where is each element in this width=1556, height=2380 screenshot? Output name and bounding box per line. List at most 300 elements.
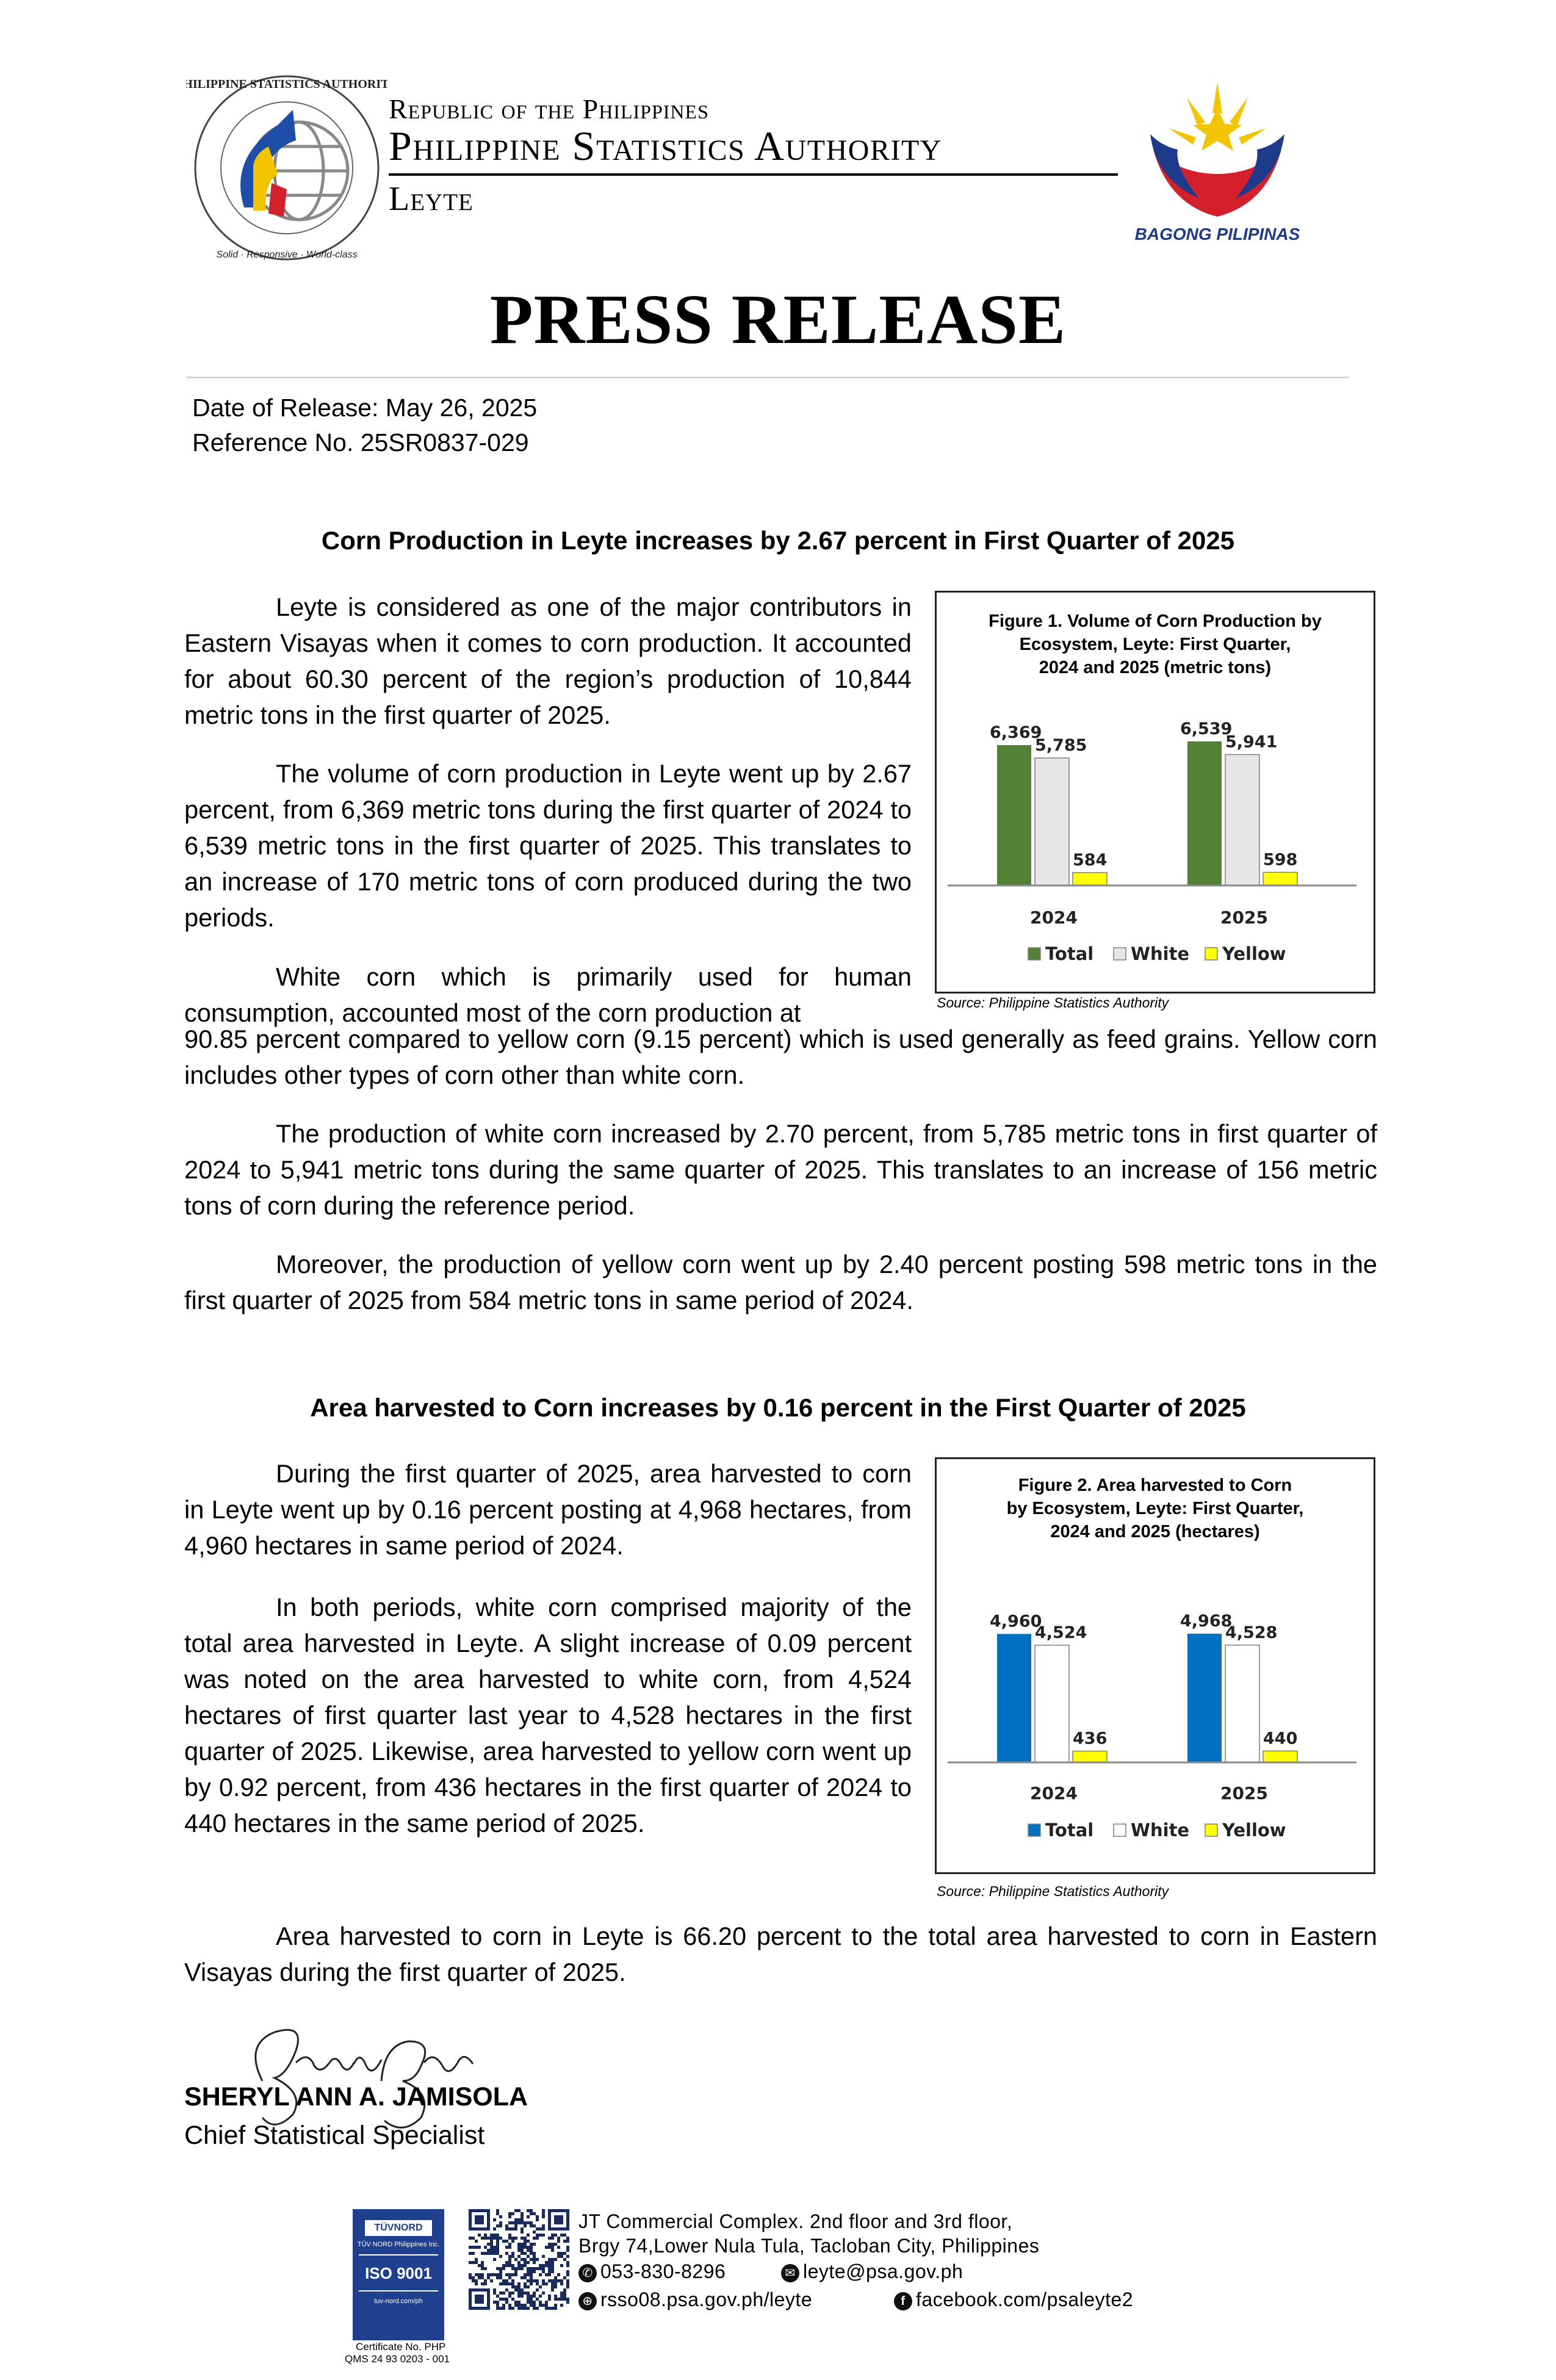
qr-module <box>493 2292 496 2295</box>
qr-module <box>563 2258 566 2261</box>
footer-phone <box>578 2260 726 2283</box>
qr-module <box>530 2246 533 2249</box>
qr-module <box>487 2249 490 2252</box>
qr-module <box>530 2221 533 2224</box>
qr-module <box>520 2221 524 2224</box>
qr-module <box>566 2298 569 2301</box>
header-republic: Republic of the Philippines <box>389 93 709 124</box>
qr-module <box>566 2240 569 2243</box>
figure-2-category-2024: 2024 <box>1030 1783 1078 1803</box>
footer-address-line-2: Brgy 74,Lower Nula Tula, Tacloban City, Philippines <box>578 2235 1040 2257</box>
qr-module <box>542 2270 545 2273</box>
qr-module <box>484 2234 487 2237</box>
certificate-line-2: QMS 24 93 0203 - 001 <box>345 2353 450 2365</box>
qr-module <box>530 2279 533 2282</box>
figure-2-bar-white-2025 <box>1225 1645 1259 1762</box>
tuvnord-company: TÜV NORD Philippines Inc. <box>357 2241 440 2248</box>
qr-module <box>563 2298 566 2301</box>
qr-module <box>511 2237 514 2240</box>
qr-module <box>533 2255 536 2258</box>
section1-paragraph-5: Moreover, the production of yellow corn went up by 2.40 percent posting 598 metric tons in the first quarter of 2025 from 584 metric tons in same period of 2024. <box>184 1250 1377 1314</box>
qr-module <box>517 2246 520 2249</box>
figure-1-label-total-2024: 6,369 <box>990 723 1042 743</box>
qr-finder-core <box>554 2215 563 2224</box>
figure-1-title-line-1: Figure 1. Volume of Corn Production by <box>989 611 1322 631</box>
qr-module <box>508 2221 511 2224</box>
qr-module <box>490 2252 493 2255</box>
qr-module <box>560 2279 563 2282</box>
qr-module <box>508 2273 511 2276</box>
qr-module <box>475 2240 478 2243</box>
qr-module <box>539 2234 542 2237</box>
qr-module <box>484 2282 487 2285</box>
qr-module <box>551 2267 554 2270</box>
section1-paragraph-2: The volume of corn production in Leyte went up by 2.67 percent, from 6,369 metric tons during the first quarter of 2024 to 6,539 metric tons in the first quarter of 2025. This translates to an increase of 170 metric tons of corn produced during the two periods. <box>184 759 912 932</box>
qr-module <box>527 2292 530 2295</box>
release-date: Date of Release: May 26, 2025 <box>192 394 538 422</box>
qr-module <box>524 2292 527 2295</box>
qr-module <box>560 2252 563 2255</box>
qr-module <box>505 2301 508 2304</box>
qr-module <box>533 2258 536 2261</box>
qr-module <box>530 2258 533 2261</box>
qr-module <box>563 2240 566 2243</box>
figure-1-title-line-3: 2024 and 2025 (metric tons) <box>1039 658 1272 677</box>
qr-module <box>520 2264 524 2267</box>
qr-module <box>502 2292 505 2295</box>
qr-module <box>533 2212 536 2215</box>
qr-module <box>566 2282 569 2285</box>
qr-module <box>530 2301 533 2304</box>
qr-module <box>560 2304 563 2307</box>
qr-module <box>493 2273 496 2276</box>
figure-1-source: Source: Philippine Statistics Authority <box>937 995 1169 1011</box>
iso-certification-badge <box>353 2209 444 2340</box>
qr-module <box>514 2267 517 2270</box>
qr-module <box>499 2273 502 2276</box>
qr-module <box>496 2273 499 2276</box>
section1-paragraph-3a: White corn which is primarily used for human consumption, accounted most of the corn production at <box>184 962 912 1027</box>
qr-module <box>517 2304 520 2307</box>
qr-module <box>472 2279 475 2282</box>
qr-module <box>524 2237 527 2240</box>
figure-2-bar-total-2024 <box>997 1634 1031 1762</box>
qr-module <box>536 2258 539 2261</box>
qr-finder-core <box>475 2295 484 2304</box>
qr-module <box>520 2258 524 2261</box>
qr-module <box>475 2258 478 2261</box>
qr-module <box>505 2261 508 2264</box>
qr-module <box>542 2215 545 2218</box>
qr-module <box>530 2249 533 2252</box>
qr-module <box>478 2273 481 2276</box>
figure-2-title-line-1: Figure 2. Area harvested to Corn <box>1018 1476 1292 1495</box>
iso-divider-2 <box>359 2290 438 2292</box>
qr-module <box>542 2304 545 2307</box>
qr-module <box>508 2246 511 2249</box>
qr-module <box>524 2282 527 2285</box>
qr-module <box>502 2307 505 2310</box>
qr-module <box>496 2304 499 2307</box>
qr-module <box>514 2227 517 2230</box>
qr-module <box>508 2227 511 2230</box>
qr-module <box>517 2264 520 2267</box>
qr-module <box>551 2282 554 2285</box>
qr-module <box>499 2255 502 2258</box>
qr-module <box>527 2249 530 2252</box>
figure-2-title-line-2: by Ecosystem, Leyte: First Quarter, <box>1006 1499 1304 1518</box>
qr-module <box>511 2292 514 2295</box>
qr-module <box>539 2273 542 2276</box>
qr-module <box>566 2246 569 2249</box>
qr-module <box>505 2288 508 2292</box>
qr-module <box>545 2304 548 2307</box>
qr-module <box>490 2237 493 2240</box>
footer-facebook <box>894 2288 1133 2311</box>
figure-1-bar-yellow-2025 <box>1263 872 1297 885</box>
qr-module <box>557 2237 560 2240</box>
qr-module <box>490 2240 493 2243</box>
qr-module <box>508 2258 511 2261</box>
phone-number: 053-830-8296 <box>600 2260 726 2282</box>
section2-paragraph-1: During the first quarter of 2025, area harvested to corn in Leyte went up by 0.16 percent posting at 4,968 hectares, from 4,960 hectares in same period of 2024. <box>184 1459 912 1560</box>
figure-1-label-white-2024: 5,785 <box>1035 736 1087 755</box>
qr-module <box>527 2234 530 2237</box>
qr-module <box>545 2246 548 2249</box>
qr-module <box>563 2288 566 2292</box>
figure-1-title-line-2: Ecosystem, Leyte: First Quarter, <box>1019 635 1291 654</box>
qr-module <box>505 2273 508 2276</box>
qr-module <box>566 2273 569 2276</box>
psa-seal-motto: Solid · Responsive · World-class <box>216 250 358 260</box>
qr-module <box>520 2288 524 2292</box>
qr-module <box>475 2246 478 2249</box>
qr-module <box>475 2273 478 2276</box>
qr-module <box>511 2227 514 2230</box>
certificate-line-1: Certificate No. PHP <box>356 2341 446 2353</box>
qr-module <box>517 2255 520 2258</box>
qr-module <box>484 2237 487 2240</box>
qr-module <box>530 2212 533 2215</box>
qr-module <box>511 2285 514 2288</box>
qr-module <box>554 2276 557 2279</box>
qr-module <box>508 2276 511 2279</box>
qr-module <box>496 2212 499 2215</box>
qr-module <box>554 2304 557 2307</box>
qr-module <box>548 2261 551 2264</box>
figure-1-category-2025: 2025 <box>1220 907 1268 928</box>
qr-module <box>517 2261 520 2264</box>
qr-module <box>533 2252 536 2255</box>
qr-module <box>557 2279 560 2282</box>
qr-module <box>496 2301 499 2304</box>
website-link[interactable]: rsso08.psa.gov.ph/leyte <box>600 2288 813 2310</box>
qr-module <box>548 2264 551 2267</box>
qr-module <box>505 2298 508 2301</box>
qr-module <box>490 2273 493 2276</box>
qr-module <box>511 2279 514 2282</box>
qr-module <box>524 2276 527 2279</box>
qr-module <box>484 2267 487 2270</box>
footer-email <box>781 2260 963 2283</box>
qr-module <box>502 2279 505 2282</box>
qr-module <box>566 2285 569 2288</box>
tuvnord-site: tuv-nord.com/ph <box>374 2298 423 2305</box>
qr-module <box>536 2282 539 2285</box>
qr-module <box>533 2304 536 2307</box>
qr-module <box>560 2298 563 2301</box>
qr-module <box>517 2282 520 2285</box>
qr-module <box>487 2252 490 2255</box>
qr-module <box>478 2246 481 2249</box>
bagong-pilipinas-label: BAGONG PILIPINAS <box>1134 225 1300 243</box>
qr-module <box>548 2237 551 2240</box>
figure-2-bar-white-2024 <box>1035 1645 1069 1762</box>
email-icon: ✉ <box>781 2264 799 2282</box>
figure-2-legend-swatch-total <box>1028 1824 1040 1836</box>
qr-module <box>511 2282 514 2285</box>
qr-module <box>472 2246 475 2249</box>
qr-module <box>548 2258 551 2261</box>
qr-module <box>542 2255 545 2258</box>
figure-2-legend-total: Total <box>1045 1820 1094 1841</box>
section2-heading: Area harvested to Corn increases by 0.16 percent in the First Quarter of 2025 <box>310 1393 1246 1422</box>
section2-paragraph-3: Area harvested to corn in Leyte is 66.20 percent to the total area harvested to corn in Eastern Visayas during the first quarter of 2025. <box>184 1922 1377 1986</box>
qr-module <box>520 2218 524 2221</box>
qr-module <box>505 2224 508 2227</box>
header-agency: Philippine Statistics Authority <box>389 123 942 169</box>
qr-module <box>520 2307 524 2310</box>
qr-module <box>520 2212 524 2215</box>
qr-module <box>530 2224 533 2227</box>
qr-module <box>524 2258 527 2261</box>
facebook-link[interactable]: facebook.com/psaleyte2 <box>916 2288 1134 2310</box>
qr-module <box>554 2307 557 2310</box>
qr-module <box>560 2295 563 2298</box>
qr-module <box>554 2258 557 2261</box>
qr-module <box>511 2298 514 2301</box>
qr-module <box>508 2261 511 2264</box>
qr-module <box>551 2246 554 2249</box>
qr-module <box>499 2307 502 2310</box>
qr-module <box>566 2301 569 2304</box>
figure-1-legend-white: White <box>1131 943 1190 964</box>
figure-2-label-white-2024: 4,524 <box>1035 1623 1087 1642</box>
qr-module <box>505 2282 508 2285</box>
figure-1-label-total-2025: 6,539 <box>1180 719 1233 738</box>
title-divider <box>186 377 1349 378</box>
qr-module <box>527 2209 530 2212</box>
qr-module <box>487 2273 490 2276</box>
section1-heading: Corn Production in Leyte increases by 2.67 percent in First Quarter of 2025 <box>321 526 1235 555</box>
qr-module <box>533 2279 536 2282</box>
qr-module <box>542 2279 545 2282</box>
qr-module <box>514 2304 517 2307</box>
qr-module <box>542 2227 545 2230</box>
figure-2-label-yellow-2024: 436 <box>1073 1729 1108 1748</box>
qr-module <box>551 2258 554 2261</box>
qr-module <box>548 2298 551 2301</box>
qr-module <box>524 2243 527 2246</box>
qr-module <box>539 2301 542 2304</box>
qr-module <box>545 2264 548 2267</box>
qr-module <box>487 2276 490 2279</box>
qr-module <box>520 2267 524 2270</box>
qr-module <box>566 2261 569 2264</box>
qr-module <box>548 2307 551 2310</box>
qr-module <box>542 2282 545 2285</box>
qr-module <box>505 2252 508 2255</box>
qr-module <box>557 2246 560 2249</box>
qr-module <box>551 2249 554 2252</box>
figure-2-bar-yellow-2024 <box>1073 1751 1107 1762</box>
qr-module <box>533 2307 536 2310</box>
qr-module <box>542 2292 545 2295</box>
qr-module <box>520 2252 524 2255</box>
qr-module <box>514 2270 517 2273</box>
figure-1-legend-swatch-yellow <box>1205 948 1217 960</box>
qr-module <box>499 2282 502 2285</box>
qr-module <box>527 2267 530 2270</box>
facebook-icon: f <box>894 2292 912 2310</box>
qr-module <box>517 2301 520 2304</box>
qr-module <box>560 2292 563 2295</box>
qr-module <box>530 2243 533 2246</box>
qr-module <box>499 2270 502 2273</box>
qr-module <box>496 2240 499 2243</box>
qr-module <box>511 2212 514 2215</box>
section2-column-text <box>184 1455 912 1841</box>
qr-code[interactable] <box>469 2209 569 2310</box>
qr-module <box>469 2276 472 2279</box>
qr-module <box>493 2249 496 2252</box>
qr-module <box>496 2246 499 2249</box>
qr-module <box>533 2267 536 2270</box>
figure-2-category-2025: 2025 <box>1220 1783 1268 1803</box>
qr-module <box>517 2221 520 2224</box>
qr-module <box>551 2243 554 2246</box>
qr-module <box>524 2261 527 2264</box>
qr-module <box>545 2261 548 2264</box>
qr-module <box>524 2264 527 2267</box>
qr-module <box>520 2243 524 2246</box>
figure-2-source: Source: Philippine Statistics Authority <box>937 1883 1169 1899</box>
figure-2-label-total-2025: 4,968 <box>1180 1612 1233 1631</box>
qr-module <box>487 2243 490 2246</box>
qr-module <box>563 2295 566 2298</box>
qr-module <box>493 2234 496 2237</box>
qr-module <box>533 2270 536 2273</box>
qr-module <box>481 2276 484 2279</box>
qr-module <box>530 2276 533 2279</box>
qr-module <box>517 2285 520 2288</box>
qr-module <box>499 2237 502 2240</box>
figure-1-legend-swatch-total <box>1028 948 1040 960</box>
qr-module <box>508 2282 511 2285</box>
figure-1-label-yellow-2024: 584 <box>1073 850 1108 870</box>
qr-module <box>514 2301 517 2304</box>
qr-module <box>560 2255 563 2258</box>
qr-module <box>520 2276 524 2279</box>
qr-module <box>542 2234 545 2237</box>
qr-module <box>548 2279 551 2282</box>
qr-module <box>542 2212 545 2215</box>
qr-module <box>557 2273 560 2276</box>
qr-module <box>563 2292 566 2295</box>
qr-module <box>527 2295 530 2298</box>
qr-module <box>557 2252 560 2255</box>
figure-1-category-2024: 2024 <box>1030 907 1078 928</box>
qr-module <box>536 2227 539 2230</box>
qr-module <box>539 2264 542 2267</box>
qr-module <box>499 2298 502 2301</box>
qr-module <box>536 2267 539 2270</box>
qr-module <box>545 2307 548 2310</box>
qr-module <box>511 2273 514 2276</box>
qr-module <box>554 2285 557 2288</box>
qr-module <box>499 2224 502 2227</box>
qr-module <box>539 2304 542 2307</box>
qr-module <box>478 2276 481 2279</box>
qr-module <box>536 2298 539 2301</box>
qr-module <box>551 2270 554 2273</box>
qr-module <box>478 2234 481 2237</box>
qr-module <box>536 2218 539 2221</box>
qr-module <box>493 2258 496 2261</box>
qr-module <box>557 2255 560 2258</box>
iso-divider <box>359 2254 438 2256</box>
qr-module <box>542 2267 545 2270</box>
qr-module <box>508 2307 511 2310</box>
qr-module <box>502 2298 505 2301</box>
qr-module <box>517 2295 520 2298</box>
qr-module <box>514 2218 517 2221</box>
qr-module <box>524 2273 527 2276</box>
section1-paragraph-1: Leyte is considered as one of the major contributors in Eastern Visayas when it comes to corn production. It accounted for about 60.30 percent of the region’s production of 10,844 metric tons in the first quarter of 2025. <box>184 593 912 729</box>
qr-module <box>527 2279 530 2282</box>
email-address[interactable]: leyte@psa.gov.ph <box>803 2260 963 2282</box>
qr-module <box>533 2243 536 2246</box>
qr-module <box>514 2288 517 2292</box>
qr-module <box>493 2237 496 2240</box>
qr-module <box>551 2279 554 2282</box>
tuvnord-brand: TÜVNORD <box>365 2220 432 2236</box>
qr-module <box>469 2237 472 2240</box>
qr-module <box>511 2264 514 2267</box>
qr-module <box>520 2237 524 2240</box>
qr-module <box>539 2295 542 2298</box>
qr-module <box>490 2243 493 2246</box>
figure-2-bar-total-2025 <box>1187 1634 1222 1762</box>
qr-module <box>548 2273 551 2276</box>
qr-module <box>511 2240 514 2243</box>
qr-module <box>472 2237 475 2240</box>
figure-1-bar-yellow-2024 <box>1073 873 1107 885</box>
qr-module <box>524 2221 527 2224</box>
qr-module <box>508 2243 511 2246</box>
qr-module <box>563 2276 566 2279</box>
qr-module <box>502 2304 505 2307</box>
qr-module <box>536 2215 539 2218</box>
qr-module <box>490 2279 493 2282</box>
qr-module <box>514 2224 517 2227</box>
qr-module <box>536 2234 539 2237</box>
figure-2-title-line-3: 2024 and 2025 (hectares) <box>1050 1522 1260 1542</box>
qr-module <box>551 2237 554 2240</box>
qr-module <box>508 2255 511 2258</box>
qr-module <box>514 2209 517 2212</box>
qr-module <box>493 2301 496 2304</box>
